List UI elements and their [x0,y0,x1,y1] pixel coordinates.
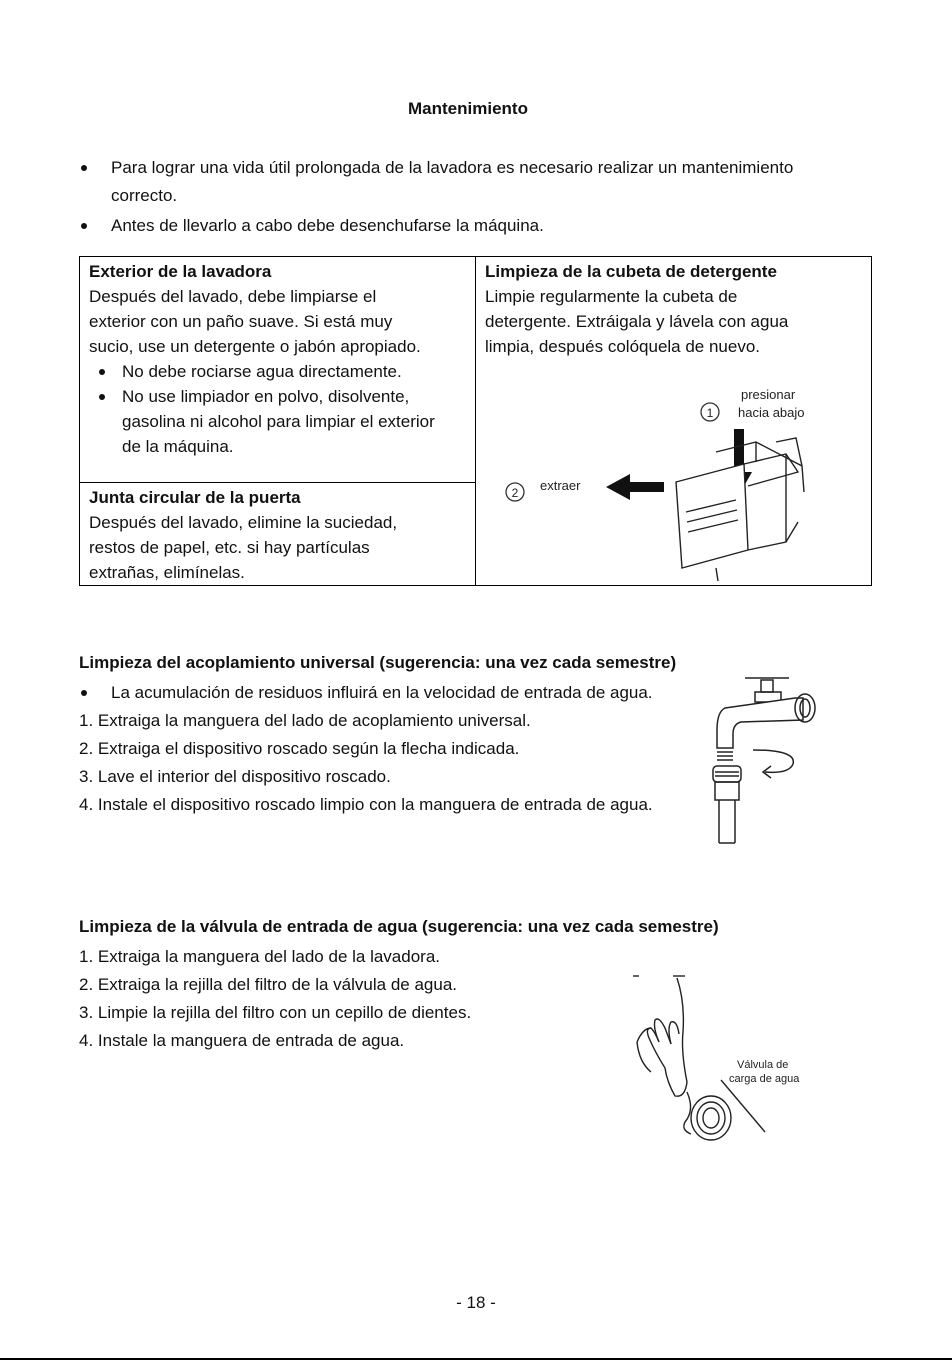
cubeta-line: detergente. Extráigala y lávela con agua [485,312,789,331]
valve-label-line2: carga de agua [729,1073,800,1085]
valvula-step: 1. Extraiga la manguera del lado de la lavadora. [79,947,441,966]
page-title: Mantenimiento [408,99,528,118]
valve-cleaning-illustration [625,972,825,1152]
exterior-line: Después del lavado, debe limpiarse el [89,287,377,306]
bullet-dot [81,690,87,696]
cell-junta [80,483,476,586]
junta-heading: Junta circular de la puerta [89,488,301,507]
valvula-step: 3. Limpie la rejilla del filtro con un cepillo de dientes. [79,1003,472,1022]
exterior-heading: Exterior de la lavadora [89,262,272,281]
acoplamiento-bullet: La acumulación de residuos influirá en la velocidad de entrada de agua. [111,683,653,702]
junta-line: Después del lavado, elimine la suciedad, [89,513,398,532]
exterior-line: sucio, use un detergente o jabón apropiado. [89,337,421,356]
acoplamiento-step: 2. Extraiga el dispositivo roscado según la flecha indicada. [79,739,520,758]
maintenance-table [79,256,872,586]
cubeta-heading: Limpieza de la cubeta de detergente [485,262,777,281]
acoplamiento-step: 4. Instale el dispositivo roscado limpio con la manguera de entrada de agua. [79,795,653,814]
bullet-dot [81,165,87,171]
exterior-bullet: No debe rociarse agua directamente. [89,359,466,384]
valvula-title: Limpieza de la válvula de entrada de agua (sugerencia: una vez cada semestre) [79,917,719,936]
detergent-drawer-illustration [486,382,866,582]
valvula-step: 4. Instale la manguera de entrada de agua. [79,1031,405,1050]
cubeta-line: limpia, después colóquela de nuevo. [485,337,761,356]
exterior-line: exterior con un paño suave. Si está muy [89,312,393,331]
cell-exterior [80,257,476,483]
intro-bullet-2: Antes de llevarlo a cabo debe desenchufarse la máquina. [111,216,544,235]
cell-cubeta [476,257,872,586]
exterior-bullet: No use limpiador en polvo, disolvente, [89,384,466,409]
step2-number: 2 [511,486,519,500]
intro-bullet-1-cont: correcto. [111,186,178,205]
pull-out-arrow-icon [626,482,664,492]
acoplamiento-step: 1. Extraiga la manguera del lado de acoplamiento universal. [79,711,531,730]
cubeta-line: Limpie regularmente la cubeta de [485,287,738,306]
step1-number: 1 [706,406,714,420]
step1-label-line1: presionar [741,387,796,402]
acoplamiento-title: Limpieza del acoplamiento universal (sugerencia: una vez cada semestre) [79,653,677,672]
faucet-coupling-illustration [705,668,825,848]
step2-label: extraer [540,478,581,493]
valve-label-line1: Válvula de [737,1059,789,1071]
page-number: - 18 - [456,1293,496,1312]
step1-label-line2: hacia abajo [738,405,805,420]
junta-line: extrañas, elimínelas. [89,563,245,582]
bullet-dot [81,223,87,229]
intro-bullet-1: Para lograr una vida útil prolongada de la lavadora es necesario realizar un mantenimiento [111,158,794,177]
bottom-rule [0,1358,952,1360]
junta-line: restos de papel, etc. si hay partículas [89,538,370,557]
acoplamiento-step: 3. Lave el interior del dispositivo roscado. [79,767,391,786]
exterior-bullet-cont: gasolina ni alcohol para limpiar el exterior [122,412,435,431]
valvula-step: 2. Extraiga la rejilla del filtro de la válvula de agua. [79,975,457,994]
exterior-bullet-cont: de la máquina. [122,437,234,456]
